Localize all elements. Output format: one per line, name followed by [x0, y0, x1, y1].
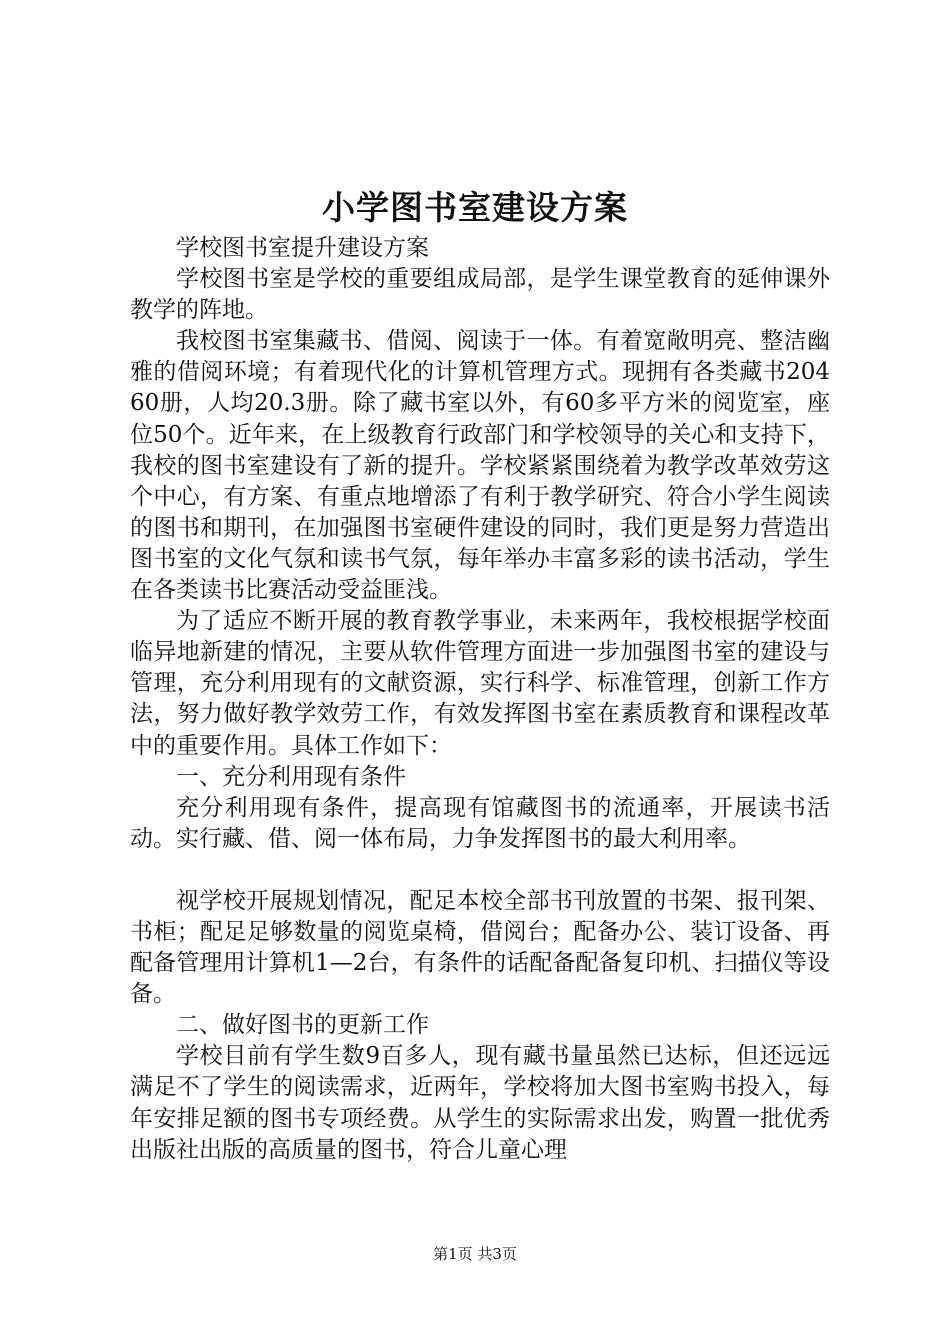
- paragraph-section-1: 充分利用现有条件，提高现有馆藏图书的流通率，开展读书活动。实行藏、借、阅一体布局，力争发挥图书的最大利用率。: [130, 794, 830, 852]
- paragraph-current-status: 我校图书室集藏书、借阅、阅读于一体。有着宽敞明亮、整洁幽雅的借阅环境；有着现代化的计算机管理方式。现拥有各类藏书20460册，人均20.3册。除了藏书室以外，有60多平方米的阅览室，座位50个。近年来，在上级教育行政部门和学校领导的关心和支持下，我校的图书室建设有了新的提升。学校紧紧围绕着为教学改革效劳这个中心，有方案、有重点地增添了有利于教学研究、符合小学生阅读的图书和期刊，在加强图书室硬件建设的同时，我们更是努力营造出图书室的文化气氛和读书气氛，每年举办丰富多彩的读书活动，学生在各类读书比赛活动受益匪浅。: [130, 328, 830, 604]
- document-body: [130, 233, 830, 1166]
- paragraph-equipment: 视学校开展规划情况，配足本校全部书刊放置的书架、报刊架、书柜；配足足够数量的阅览桌椅，借阅台；配备办公、装订设备、再配备管理用计算机1—2台，有条件的话配备配备复印机、扫描仪等设备。: [130, 887, 830, 1008]
- section-heading-1: 一、充分利用现有条件: [176, 763, 406, 790]
- page-footer: 第1页 共3页: [433, 1245, 517, 1263]
- document-title: 小学图书室建设方案: [322, 188, 628, 227]
- paragraph-subtitle: 学校图书室提升建设方案: [176, 235, 429, 261]
- paragraph-plan-overview: 为了适应不断开展的教育教学事业，未来两年，我校根据学校面临异地新建的情况，主要从软件管理方面进一步加强图书室的建设与管理，充分利用现有的文献资源，实行科学、标准管理，创新工作方法，努力做好教学效劳工作，有效发挥图书室在素质教育和课程改革中的重要作用。具体工作如下：: [130, 608, 830, 759]
- section-heading-2: 二、做好图书的更新工作: [176, 1012, 429, 1039]
- paragraph-section-2: 学校目前有学生数9百多人，现有藏书量虽然已达标，但还远远满足不了学生的阅读需求，近两年，学校将加大图书室购书投入，每年安排足额的图书专项经费。从学生的实际需求出发，购置一批优秀出版社出版的高质量的图书，符合儿童心理: [130, 1043, 830, 1163]
- paragraph-intro: 学校图书室是学校的重要组成局部，是学生课堂教育的延伸课外教学的阵地。: [130, 266, 830, 324]
